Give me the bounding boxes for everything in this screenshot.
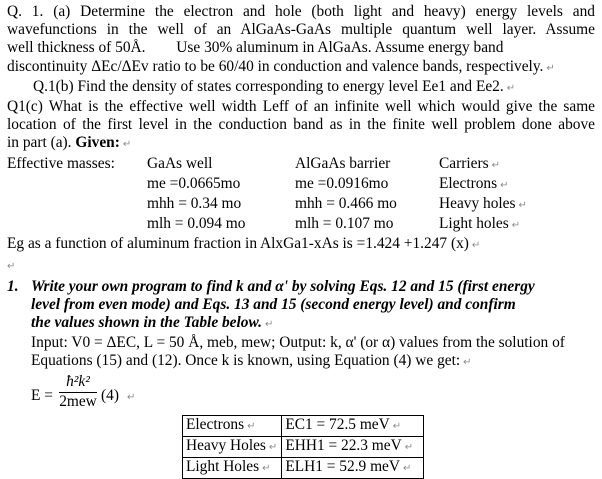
results-label-cell	[183, 436, 282, 457]
masses-cell	[7, 215, 147, 235]
energy-value: EC1 = 72.5 meV	[285, 415, 390, 433]
bandgap-line	[7, 235, 595, 255]
paragraph-mark-icon: ↵	[491, 159, 500, 171]
masses-row	[7, 215, 589, 235]
cell-mark-icon: ↵	[268, 441, 278, 453]
paragraph-mark-icon: ↵	[265, 319, 274, 331]
well-thickness-text: well thickness of 50Å.	[7, 39, 146, 57]
results-label-cell	[183, 458, 282, 479]
carriers-header: Carriers	[439, 154, 489, 172]
io-text: Equations (15) and (12). Once k is known, using Equation (4) we get:	[31, 352, 461, 370]
results-row	[183, 458, 424, 479]
paragraph-mark-icon: ↵	[518, 200, 527, 212]
masses-cell: mhh = 0.466 mo	[295, 195, 397, 213]
masses-header-row	[7, 155, 589, 175]
question-part-c-line-3	[7, 134, 595, 154]
question-line-3	[7, 39, 595, 57]
question-line-1: Q. 1. (a) Determine the electron and hole (both light and heavy) energy levels and	[7, 3, 595, 20]
paragraph-mark-icon: ↵	[506, 82, 516, 94]
io-text: Input: V0 = ΔEC, L = 50 Å, meb, mew; Output: k, α' (or α) values from the solution of	[31, 334, 565, 352]
task-line-1	[7, 277, 595, 296]
empty-paragraph	[7, 256, 595, 270]
aluminum-text: Use 30% aluminum in AlGaAs. Assume energy band	[176, 39, 504, 57]
masses-row	[7, 195, 589, 215]
bandgap-text: Eg as a function of aluminum fraction in AlxGa1-xAs is =1.424 +1.247 (x)	[7, 235, 469, 253]
results-value-cell	[282, 415, 424, 436]
masses-cell	[439, 195, 589, 215]
io-line-2	[31, 352, 595, 372]
part-b-text: Q.1(b) Find the density of states corresponding to energy level Ee1 and Ee2.	[33, 77, 504, 95]
cell-mark-icon: ↵	[403, 463, 412, 475]
given-label: Given:	[75, 134, 120, 152]
cell-mark-icon: ↵	[247, 420, 256, 432]
energy-value: ELH1 = 52.9 meV	[285, 458, 400, 476]
io-line-1	[31, 334, 595, 352]
results-value-cell	[282, 436, 424, 457]
equation-number: (4)	[101, 386, 119, 404]
masses-cell	[7, 175, 147, 195]
carrier-label: Light Holes	[186, 458, 260, 476]
task-text: Write your own program to find k and α' by solving Eqs. 12 and 15 (first energy	[31, 277, 535, 295]
cell-mark-icon: ↵	[262, 463, 271, 475]
task-number: 1.	[7, 277, 19, 295]
results-label-cell	[183, 415, 282, 436]
carrier-label: Electrons	[186, 415, 245, 433]
carrier-label: Light holes	[439, 215, 509, 233]
energy-value: EHH1 = 22.3 meV	[285, 436, 402, 454]
equation-lhs: E =	[31, 386, 53, 404]
paragraph-mark-icon: ↵	[511, 220, 521, 232]
masses-cell: me =0.0916mo	[295, 174, 389, 192]
results-row	[183, 436, 424, 457]
part-c-text: in part (a).	[7, 134, 72, 152]
question-line-4	[7, 58, 595, 78]
energy-equation	[31, 373, 595, 415]
carrier-label: Electrons	[439, 174, 498, 192]
effective-masses-table	[7, 155, 589, 236]
task-item	[7, 277, 595, 335]
question-part-c-line-1: Q1(c) What is the effective well width Leff of an infinite well which would give the same	[7, 98, 595, 116]
results-row	[183, 415, 424, 436]
task-text: the values shown in the Table below.	[31, 314, 263, 332]
band-discontinuity-text: discontinuity ΔEc/ΔEv ratio to be 60/40 in conduction and valence bands, respectively.	[7, 57, 544, 75]
masses-row	[7, 175, 589, 195]
question-part-c-line-2: location of the first level in the conduction band as in the finite well problem done above	[7, 116, 595, 134]
equation-numerator: ħ²k²	[66, 372, 90, 390]
masses-header-cell	[439, 155, 589, 175]
masses-cell: me =0.0665mo	[147, 174, 241, 192]
question-part-b	[7, 78, 595, 98]
equation-denominator: 2mew	[59, 392, 97, 410]
carrier-label: Heavy Holes	[186, 436, 266, 454]
paragraph-mark-icon: ↵	[122, 139, 132, 151]
carrier-label: Heavy holes	[439, 195, 516, 213]
masses-cell	[439, 215, 589, 235]
task-line-3	[31, 314, 595, 334]
masses-cell: mlh = 0.107 mo	[295, 215, 394, 233]
paragraph-mark-icon: ↵	[7, 260, 16, 272]
masses-cell	[439, 175, 589, 195]
masses-cell	[7, 195, 147, 215]
masses-header-cell: Effective masses:	[7, 154, 115, 172]
equation-fraction	[57, 373, 99, 411]
paragraph-mark-icon: ↵	[500, 179, 509, 191]
paragraph-mark-icon: ↵	[546, 62, 555, 74]
cell-mark-icon: ↵	[392, 420, 402, 432]
masses-cell: mhh = 0.34 mo	[147, 195, 242, 213]
masses-cell: mlh = 0.094 mo	[147, 215, 246, 233]
masses-header-cell: AlGaAs barrier	[295, 154, 391, 172]
cell-mark-icon: ↵	[404, 441, 414, 453]
masses-header-cell: GaAs well	[147, 154, 213, 172]
equation-tag	[101, 387, 135, 407]
question-line-2: wavefunctions in the well of an AlGaAs-GaAs multiple quantum well layer. Assume	[7, 21, 595, 39]
paragraph-mark-icon: ↵	[463, 357, 472, 369]
results-table	[182, 415, 424, 479]
paragraph-mark-icon: ↵	[471, 240, 481, 252]
paragraph-mark-icon: ↵	[126, 391, 136, 403]
task-line-2: level from even mode) and Eqs. 13 and 15 (second energy level) and confirm	[31, 295, 516, 313]
results-value-cell	[282, 458, 424, 479]
